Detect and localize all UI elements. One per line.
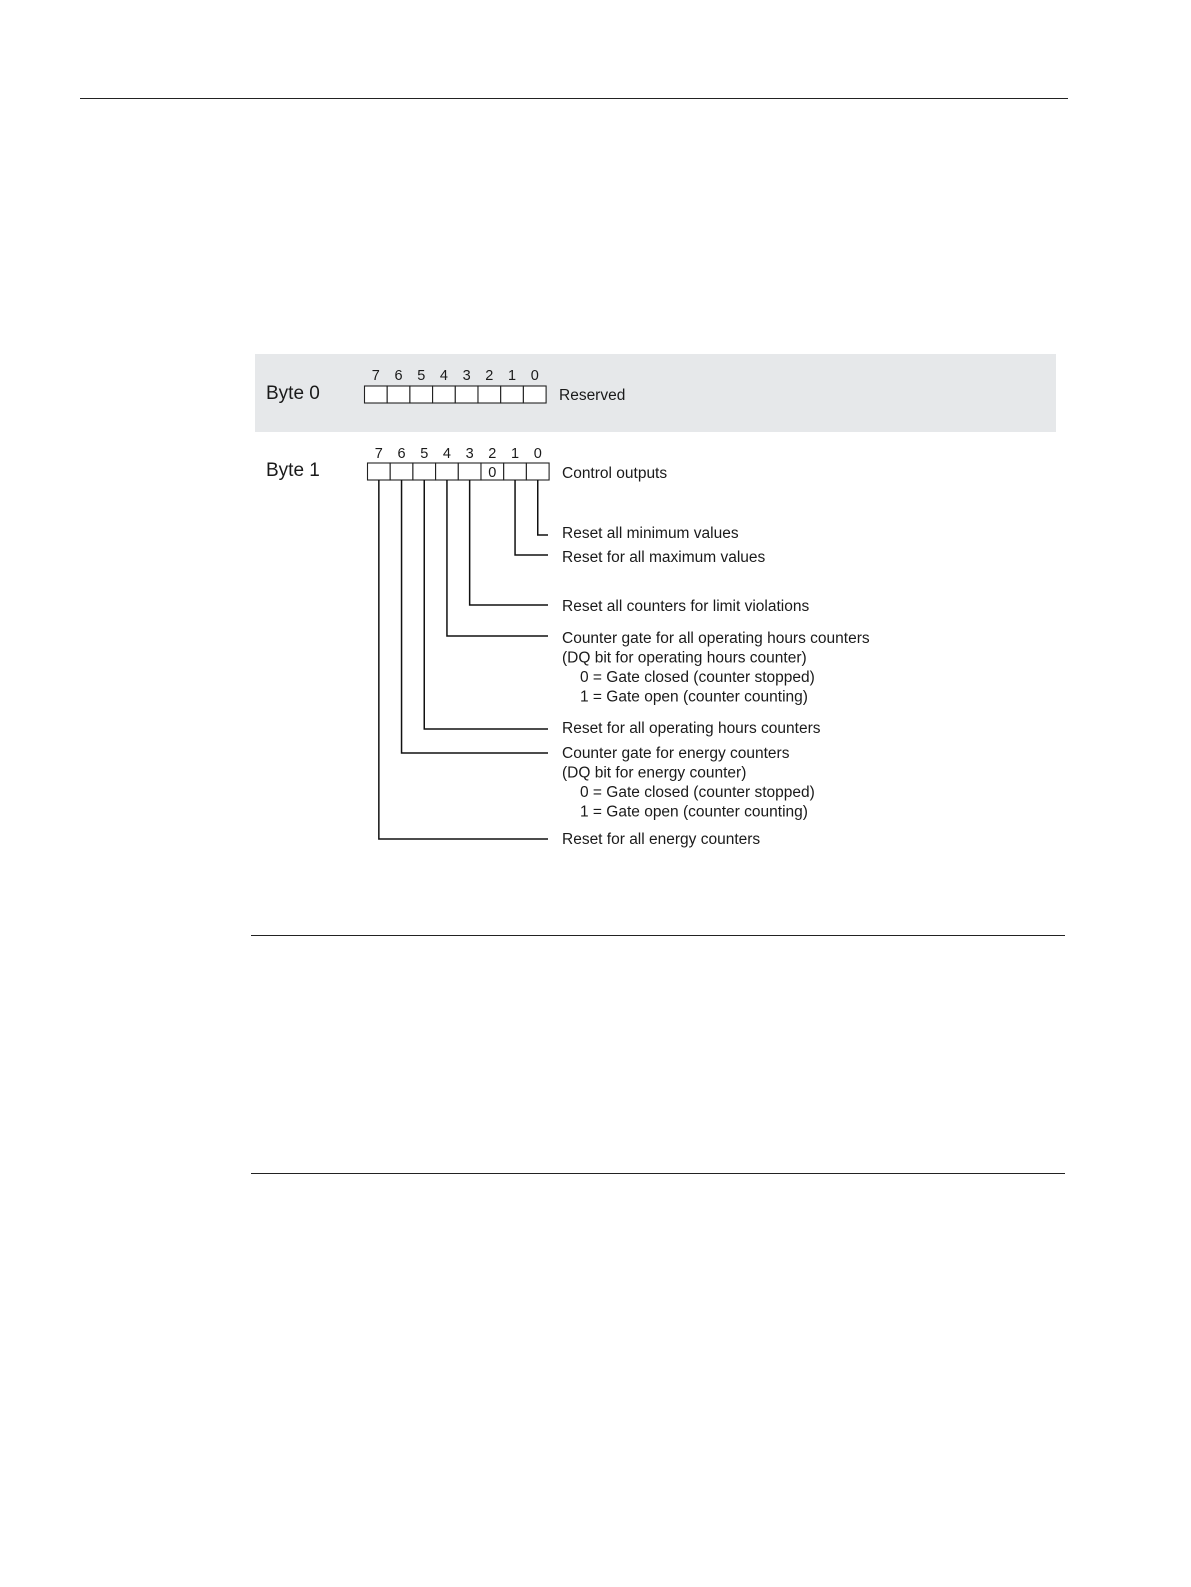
byte1-description: Control outputs bbox=[562, 465, 668, 482]
byte1-bit-descriptions bbox=[562, 525, 870, 848]
byte0-bit-number: 1 bbox=[508, 368, 517, 384]
leader-line-bit-7 bbox=[379, 480, 548, 839]
byte0-bit-number: 3 bbox=[462, 368, 471, 384]
leader-line-bit-0 bbox=[538, 480, 548, 535]
byte0-bit-number: 4 bbox=[439, 368, 448, 384]
byte0-description: Reserved bbox=[559, 387, 626, 404]
bit-0-description-line: Reset all minimum values bbox=[562, 525, 739, 542]
byte0-bit-number: 5 bbox=[417, 368, 426, 384]
byte1-bit-cell bbox=[368, 463, 391, 480]
byte1-bit-number: 4 bbox=[442, 446, 451, 462]
bit-6-description-line: 0 = Gate closed (counter stopped) bbox=[580, 784, 815, 801]
bit-4-description-line: (DQ bit for operating hours counter) bbox=[562, 649, 807, 667]
section-rule-2 bbox=[251, 1173, 1065, 1174]
byte1-bit-value: 0 bbox=[488, 465, 497, 481]
byte1-bit-cell bbox=[436, 463, 459, 480]
section-rule-1 bbox=[251, 935, 1065, 936]
bit-4-description-line: 0 = Gate closed (counter stopped) bbox=[580, 669, 815, 686]
byte1-label: Byte 1 bbox=[266, 460, 320, 481]
bit-5-description-line: Reset for all operating hours counters bbox=[562, 720, 821, 737]
bit-6-description-line: 1 = Gate open (counter counting) bbox=[580, 803, 808, 821]
byte0-label: Byte 0 bbox=[266, 383, 320, 404]
byte1-cells bbox=[368, 463, 550, 481]
byte0-bit-cell bbox=[410, 386, 433, 403]
byte1-bit-cell bbox=[504, 463, 527, 480]
byte0-bit-numbers bbox=[372, 368, 539, 384]
byte0-bit-cell bbox=[455, 386, 478, 403]
leader-line-bit-4 bbox=[447, 480, 548, 636]
byte1-bit-cell bbox=[413, 463, 436, 480]
bit-6-description-line: (DQ bit for energy counter) bbox=[562, 764, 747, 782]
byte1-bit-number: 1 bbox=[511, 446, 520, 462]
bit-7-description-line: Reset for all energy counters bbox=[562, 831, 761, 848]
byte1-bit-numbers bbox=[375, 446, 542, 462]
byte0-bit-cell bbox=[365, 386, 388, 403]
byte1-bit-cell bbox=[458, 463, 481, 480]
byte0-bit-number: 2 bbox=[485, 368, 494, 384]
byte0-group bbox=[266, 368, 625, 404]
bit-4-description-line: 1 = Gate open (counter counting) bbox=[580, 688, 808, 706]
byte1-group bbox=[266, 446, 870, 848]
bit-1-description-line: Reset for all maximum values bbox=[562, 549, 766, 566]
byte0-bit-cell bbox=[387, 386, 410, 403]
bit-4-description-line: Counter gate for all operating hours counters bbox=[562, 630, 870, 647]
byte1-bit-number: 7 bbox=[374, 446, 383, 462]
byte1-bit-cell bbox=[526, 463, 549, 480]
byte1-bit-number: 5 bbox=[420, 446, 429, 462]
byte0-cells bbox=[365, 386, 547, 403]
byte1-bit-number: 3 bbox=[465, 446, 474, 462]
byte0-bit-cell bbox=[478, 386, 501, 403]
leader-line-bit-3 bbox=[470, 480, 548, 605]
byte0-bit-number: 7 bbox=[371, 368, 380, 384]
byte1-bit-number: 0 bbox=[533, 446, 542, 462]
byte1-leader-lines bbox=[379, 480, 548, 839]
byte0-bit-number: 6 bbox=[394, 368, 403, 384]
byte1-bit-number: 2 bbox=[488, 446, 497, 462]
bit-3-description-line: Reset all counters for limit violations bbox=[562, 598, 810, 615]
leader-line-bit-1 bbox=[515, 480, 548, 555]
bit-6-description-line: Counter gate for energy counters bbox=[562, 745, 790, 762]
byte1-bit-number: 6 bbox=[397, 446, 406, 462]
byte0-bit-number: 0 bbox=[530, 368, 539, 384]
byte0-bit-cell bbox=[501, 386, 524, 403]
byte0-bit-cell bbox=[433, 386, 456, 403]
byte1-bit-cell bbox=[390, 463, 413, 480]
byte0-bit-cell bbox=[523, 386, 546, 403]
